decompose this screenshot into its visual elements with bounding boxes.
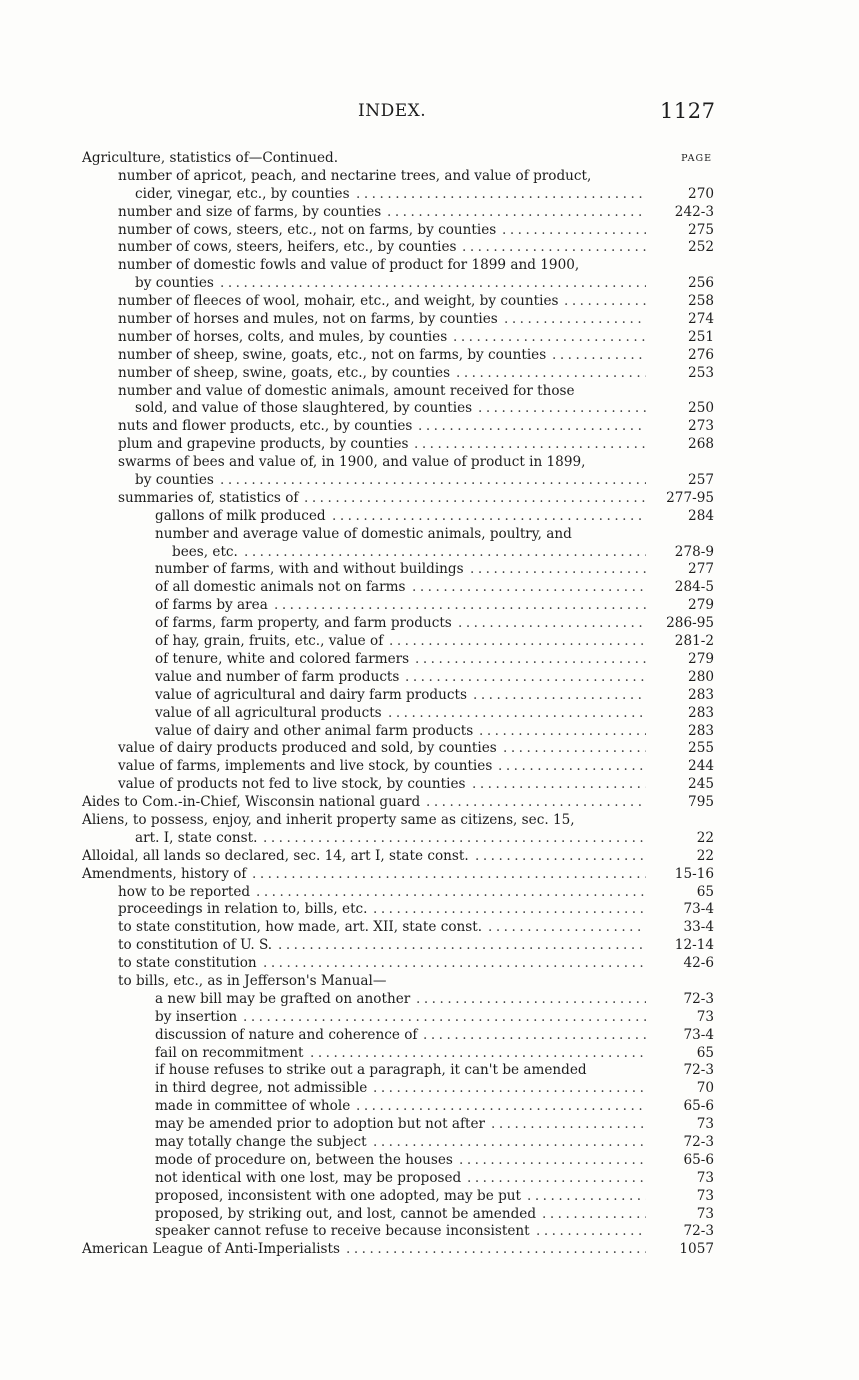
- dot-leader: [415, 651, 646, 669]
- dot-leader: [414, 436, 646, 454]
- entry-page: 250: [688, 400, 714, 417]
- dot-leader: [467, 1170, 646, 1188]
- entry-text: swarms of bees and value of, in 1900, and value of product in 1899,: [118, 454, 586, 471]
- entry-page: 65: [696, 1044, 714, 1061]
- index-entry: [0, 866, 859, 884]
- entry-page: 72-3: [683, 990, 714, 1007]
- index-entry: [0, 794, 859, 812]
- dot-leader: [456, 365, 646, 383]
- entry-text: of farms by area: [155, 597, 268, 614]
- entry-page: 286-95: [666, 615, 714, 632]
- index-entry: [0, 1170, 859, 1188]
- entry-page: 277: [688, 561, 714, 578]
- page-number: 1127: [660, 99, 716, 123]
- entry-page: 73: [696, 1169, 714, 1186]
- entry-text: number of apricot, peach, and nectarine trees, and value of product,: [118, 167, 592, 184]
- entry-text: of farms, farm property, and farm products: [155, 615, 452, 632]
- running-title: INDEX.: [358, 101, 427, 121]
- entry-page: 276: [688, 346, 714, 363]
- entry-text: mode of procedure on, between the houses: [155, 1151, 453, 1168]
- entry-text: in third degree, not admissible: [155, 1080, 368, 1097]
- entry-page: 256: [688, 275, 714, 292]
- entry-page: 284-5: [674, 579, 714, 596]
- entry-text: proposed, by striking out, and lost, cannot be amended: [155, 1205, 537, 1222]
- dot-leader: [479, 723, 646, 741]
- dot-leader: [263, 830, 646, 848]
- entry-page: 273: [688, 418, 714, 435]
- index-entry: [0, 758, 859, 776]
- index-entry: [0, 1062, 859, 1080]
- index-entry: [0, 615, 859, 633]
- entry-text: discussion of nature and coherence of: [155, 1026, 418, 1043]
- entry-page: 72-3: [683, 1062, 714, 1079]
- entry-text: to constitution of U. S.: [118, 937, 273, 954]
- dot-leader: [243, 1009, 646, 1027]
- entry-text: number of sheep, swine, goats, etc., not on farms, by counties: [118, 346, 547, 363]
- entry-text: sold, and value of those slaughtered, by counties: [135, 400, 473, 417]
- index-entry: [0, 239, 859, 257]
- entry-text: number of cows, steers, heifers, etc., by counties: [118, 239, 457, 256]
- dot-leader: [423, 1027, 646, 1045]
- entry-text: Agriculture, statistics of—Continued.: [82, 150, 339, 166]
- entry-text: not identical with one lost, may be proposed: [155, 1169, 462, 1186]
- entry-page: 65-6: [683, 1098, 714, 1115]
- entry-text: nuts and flower products, etc., by counties: [118, 418, 413, 435]
- dot-leader: [472, 776, 646, 794]
- entry-text: American League of Anti-Imperialists: [82, 1241, 340, 1258]
- dot-leader: [252, 866, 646, 884]
- entry-page: 73: [696, 1008, 714, 1025]
- dot-leader: [256, 884, 646, 902]
- index-entry: [0, 955, 859, 973]
- entry-page: 270: [688, 185, 714, 202]
- entry-page: 73: [696, 1116, 714, 1133]
- entry-page: 22: [696, 829, 714, 846]
- entry-page: 73: [696, 1205, 714, 1222]
- entry-text: value of all agricultural products: [155, 704, 382, 721]
- entry-text: number of fleeces of wool, mohair, etc., and weight, by counties: [118, 293, 559, 310]
- entry-text: Aides to Com.-in-Chief, Wisconsin national guard: [82, 794, 421, 811]
- dot-leader: [387, 204, 646, 222]
- dot-leader: [412, 579, 646, 597]
- entry-text: Amendments, history of: [82, 865, 247, 882]
- entry-text: to state constitution, how made, art. XII, state const.: [118, 919, 483, 936]
- entry-page: 280: [688, 668, 714, 685]
- index-entry: [0, 633, 859, 651]
- entry-page: 258: [688, 293, 714, 310]
- entry-text: value of agricultural and dairy farm products: [155, 686, 467, 703]
- index-entry: [0, 561, 859, 579]
- dot-leader: [462, 239, 646, 257]
- dot-leader: [478, 400, 646, 418]
- index-entry: [0, 1223, 859, 1241]
- dot-leader: [356, 1098, 646, 1116]
- index-entry: [0, 651, 859, 669]
- index-entry: [0, 1134, 859, 1152]
- entry-page: 255: [688, 740, 714, 757]
- entry-text: fail on recommitment: [155, 1044, 304, 1061]
- entry-page: 12-14: [674, 937, 714, 954]
- entry-text: made in committee of whole: [155, 1098, 351, 1115]
- entry-page: 252: [688, 239, 714, 256]
- entry-text: number of horses and mules, not on farms, by counties: [118, 311, 498, 328]
- entry-page: 15-16: [674, 865, 714, 882]
- index-entry: [0, 311, 859, 329]
- dot-leader: [470, 561, 646, 579]
- entry-page: 257: [688, 472, 714, 489]
- index-entry: [0, 687, 859, 705]
- entry-text: number and average value of domestic animals, poultry, and: [155, 525, 572, 542]
- entry-text: value of dairy and other animal farm products: [155, 722, 474, 739]
- index-entry: [0, 257, 859, 275]
- entry-page: 275: [688, 221, 714, 238]
- index-entry: [0, 418, 859, 436]
- index-entry: [0, 347, 859, 365]
- index-entry: [0, 454, 859, 472]
- entry-page: 253: [688, 364, 714, 381]
- entry-text: number of farms, with and without buildings: [155, 561, 464, 578]
- entry-page: 284: [688, 507, 714, 524]
- entry-text: a new bill may be grafted on another: [155, 990, 411, 1007]
- dot-leader: [310, 1045, 646, 1063]
- index-entry: [0, 991, 859, 1009]
- dot-leader: [278, 937, 646, 955]
- dot-leader: [263, 955, 646, 973]
- entry-page: 242-3: [674, 203, 714, 220]
- dot-leader: [346, 1241, 646, 1259]
- index-entry: [0, 830, 859, 848]
- index-entry: [0, 1116, 859, 1134]
- dot-leader: [220, 472, 646, 490]
- dot-leader: [459, 1152, 646, 1170]
- entry-text: to state constitution: [118, 955, 257, 972]
- index-entry: [0, 973, 859, 991]
- entry-page: 65-6: [683, 1151, 714, 1168]
- entry-text: of hay, grain, fruits, etc., value of: [155, 633, 384, 650]
- index-entry: [0, 186, 859, 204]
- dot-leader: [552, 347, 646, 365]
- index-entry: [0, 383, 859, 401]
- index-entry: [0, 1241, 859, 1259]
- dot-leader: [373, 901, 646, 919]
- dot-leader: [405, 669, 646, 687]
- index-entry: [0, 204, 859, 222]
- index-entry: [0, 669, 859, 687]
- entry-text: gallons of milk produced: [155, 507, 326, 524]
- index-entry: [0, 579, 859, 597]
- entry-page: 73: [696, 1187, 714, 1204]
- dot-leader: [564, 293, 646, 311]
- dot-leader: [504, 311, 646, 329]
- index-entry: [0, 1206, 859, 1224]
- entry-text: proposed, inconsistent with one adopted, may be put: [155, 1187, 521, 1204]
- entry-page: 281-2: [674, 633, 714, 650]
- entry-text: value of products not fed to live stock, by counties: [118, 776, 466, 793]
- index-entry: [0, 400, 859, 418]
- entry-page: 72-3: [683, 1223, 714, 1240]
- dot-leader: [220, 275, 646, 293]
- entry-page: 279: [688, 597, 714, 614]
- entry-page: 42-6: [683, 955, 714, 972]
- entry-page: 65: [696, 883, 714, 900]
- entry-page: 795: [688, 794, 714, 811]
- dot-leader: [488, 919, 646, 937]
- index-entry: [0, 1045, 859, 1063]
- entry-page: 1057: [679, 1241, 714, 1258]
- entry-text: Alloidal, all lands so declared, sec. 14, art I, state const.: [82, 847, 469, 864]
- index-entry: [0, 919, 859, 937]
- entry-text: speaker cannot refuse to receive because inconsistent: [155, 1223, 530, 1240]
- entry-text: by insertion: [155, 1008, 238, 1025]
- dot-leader: [502, 222, 646, 240]
- index-entry: [0, 472, 859, 490]
- entry-text: if house refuses to strike out a paragraph, it can't be amended: [155, 1062, 587, 1079]
- dot-leader: [389, 633, 646, 651]
- index-entry: [0, 544, 859, 562]
- entry-page: 277-95: [666, 489, 714, 506]
- index-entry: [0, 365, 859, 383]
- entry-text: proceedings in relation to, bills, etc.: [118, 901, 368, 918]
- entry-page: 22: [696, 847, 714, 864]
- entry-page: 283: [688, 704, 714, 721]
- page-column-label: PAGE: [681, 153, 712, 164]
- index-entry: [0, 705, 859, 723]
- index-entries: [0, 150, 859, 1259]
- entry-text: may be amended prior to adoption but not after: [155, 1116, 486, 1133]
- index-entry: [0, 222, 859, 240]
- dot-leader: [473, 687, 646, 705]
- entry-page: 283: [688, 686, 714, 703]
- dot-leader: [418, 418, 646, 436]
- entry-text: bees, etc.: [172, 543, 238, 560]
- dot-leader: [453, 329, 646, 347]
- entry-page: 278-9: [674, 543, 714, 560]
- index-entry: [0, 508, 859, 526]
- entry-text: art. I, state const.: [135, 829, 258, 846]
- dot-leader: [388, 705, 646, 723]
- entry-text: of tenure, white and colored farmers: [155, 650, 410, 667]
- index-entry: [0, 293, 859, 311]
- entry-page: 244: [688, 758, 714, 775]
- entry-text: by counties: [135, 275, 214, 292]
- entry-page: 72-3: [683, 1133, 714, 1150]
- dot-leader: [332, 508, 646, 526]
- entry-text: Aliens, to possess, enjoy, and inherit property same as citizens, sec. 15,: [82, 811, 575, 828]
- entry-page: 73-4: [683, 1026, 714, 1043]
- entry-page: 268: [688, 436, 714, 453]
- index-entry: [0, 812, 859, 830]
- index-entry: [0, 275, 859, 293]
- dot-leader: [373, 1080, 646, 1098]
- entry-text: how to be reported: [118, 883, 251, 900]
- entry-text: value and number of farm products: [155, 668, 400, 685]
- index-entry: [0, 740, 859, 758]
- index-entry: [0, 848, 859, 866]
- index-entry: [0, 1027, 859, 1045]
- entry-text: number of sheep, swine, goats, etc., by counties: [118, 364, 451, 381]
- dot-leader: [542, 1206, 646, 1224]
- entry-text: may totally change the subject: [155, 1133, 367, 1150]
- entry-text: value of dairy products produced and sold, by counties: [118, 740, 497, 757]
- entry-text: to bills, etc., as in Jefferson's Manual—: [118, 972, 387, 989]
- index-entry: [0, 884, 859, 902]
- entry-page: 33-4: [683, 919, 714, 936]
- index-entry: [0, 776, 859, 794]
- index-entry: [0, 723, 859, 741]
- dot-leader: [536, 1223, 646, 1241]
- entry-text: number and value of domestic animals, amount received for those: [118, 382, 575, 399]
- index-entry: [0, 901, 859, 919]
- index-entry: [0, 150, 859, 168]
- dot-leader: [304, 490, 646, 508]
- index-entry: [0, 597, 859, 615]
- entry-text: number of domestic fowls and value of product for 1899 and 1900,: [118, 257, 580, 274]
- entry-text: by counties: [135, 472, 214, 489]
- dot-leader: [458, 615, 646, 633]
- entry-page: 245: [688, 776, 714, 793]
- entry-text: of all domestic animals not on farms: [155, 579, 406, 596]
- index-entry: [0, 526, 859, 544]
- entry-page: 251: [688, 328, 714, 345]
- entry-text: value of farms, implements and live stock, by counties: [118, 758, 493, 775]
- dot-leader: [491, 1116, 646, 1134]
- entry-page: 73-4: [683, 901, 714, 918]
- dot-leader: [475, 848, 646, 866]
- dot-leader: [274, 597, 646, 615]
- entry-text: number and size of farms, by counties: [118, 203, 382, 220]
- index-entry: [0, 1152, 859, 1170]
- dot-leader: [426, 794, 646, 812]
- dot-leader: [356, 186, 646, 204]
- index-entry: [0, 1188, 859, 1206]
- entry-page: 283: [688, 722, 714, 739]
- index-entry: [0, 1080, 859, 1098]
- entry-page: 70: [696, 1080, 714, 1097]
- entry-text: summaries of, statistics of: [118, 489, 299, 506]
- entry-page: 274: [688, 311, 714, 328]
- dot-leader: [503, 740, 646, 758]
- entry-text: number of cows, steers, etc., not on farms, by counties: [118, 221, 497, 238]
- index-entry: [0, 937, 859, 955]
- dot-leader: [416, 991, 646, 1009]
- entry-text: cider, vinegar, etc., by counties: [135, 185, 350, 202]
- index-entry: [0, 329, 859, 347]
- entry-page: 279: [688, 650, 714, 667]
- dot-leader: [498, 758, 646, 776]
- index-entry: [0, 436, 859, 454]
- dot-leader: [527, 1188, 646, 1206]
- index-entry: [0, 168, 859, 186]
- dot-leader: [244, 544, 646, 562]
- index-entry: [0, 490, 859, 508]
- entry-text: plum and grapevine products, by counties: [118, 436, 409, 453]
- index-entry: [0, 1009, 859, 1027]
- entry-text: number of horses, colts, and mules, by counties: [118, 328, 448, 345]
- dot-leader: [373, 1134, 646, 1152]
- index-entry: [0, 1098, 859, 1116]
